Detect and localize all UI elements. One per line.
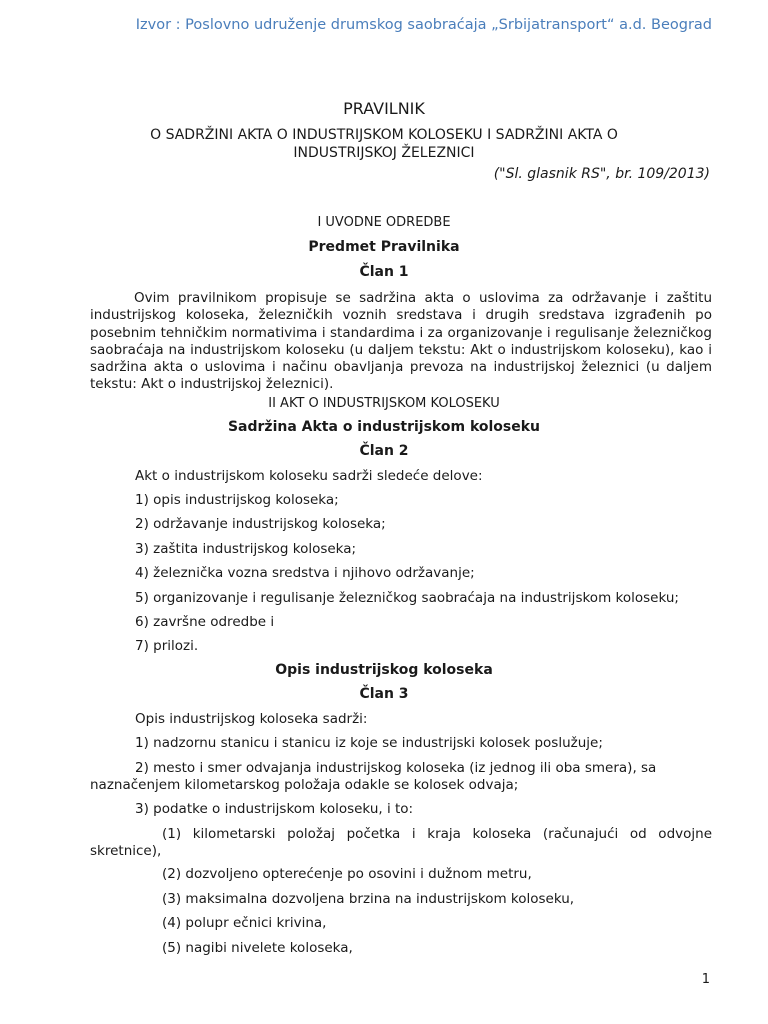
article-1-paragraph: Ovim pravilnikom propisuje se sadržina akta o uslovima za održavanje i zaštitu industrijskog koloseka, železničkih voznih sredstava i drugih sredstava izgrađenih po posebnim tehničkim normativima i standardima i za organizovanje i regulisanje železničkog saobraćaja na industrijskom koloseku (u daljem tekstu: Akt o industrijskom koloseku), kao i sadržina akta o uslovima i načinu obavljanja prevoza na industrijskoj železnici (u daljem tekstu: Akt o industrijskoj železnici). (90, 290, 712, 393)
clan-3-subitem: (3) maksimalna dozvoljena brzina na industrijskom koloseku, (162, 891, 575, 907)
clan-3-item: 2) mesto i smer odvajanja industrijskog koloseka (iz jednog ili oba smera), sa naznačenjem kilometarskog položaja odakle se kolosek odvaja; (90, 760, 657, 793)
page-number: 1 (701, 972, 710, 987)
section-heading-1: I UVODNE ODREDBE (317, 215, 451, 230)
clan-3-subitem: (2) dozvoljeno opterećenje po osovini i dužnom metru, (162, 866, 532, 882)
section-heading-2: II AKT O INDUSTRIJSKOM KOLOSEKU (268, 396, 500, 411)
clan-2-label: Član 2 (359, 443, 409, 459)
clan-3-subitem: (5) nagibi nivelete koloseka, (162, 940, 353, 956)
clan-2-item: 6) završne odredbe i (135, 614, 275, 630)
clan-2-item: 1) opis industrijskog koloseka; (135, 492, 339, 508)
article-heading-1: Predmet Pravilnika (308, 239, 460, 255)
source-note: Izvor : Poslovno udruženje drumskog saobraćaja „Srbijatransport“ a.d. Beograd (135, 17, 712, 33)
clan-3-item: 1) nadzornu stanicu i stanicu iz koje se industrijski kolosek poslužuje; (135, 735, 603, 751)
clan-3-intro: Opis industrijskog koloseka sadrži: (135, 711, 368, 727)
clan-2-item: 3) zaštita industrijskog koloseka; (135, 541, 357, 557)
clan-2-item: 5) organizovanje i regulisanje železničkog saobraćaja na industrijskom koloseku; (135, 590, 679, 606)
clan-3-item: 3) podatke o industrijskom koloseku, i to: (135, 801, 414, 817)
article-heading-3: Opis industrijskog koloseka (275, 662, 493, 678)
clan-2-intro: Akt o industrijskom koloseku sadrži sledeće delove: (135, 468, 483, 484)
clan-3-subitem: (4) polupr ečnici krivina, (162, 915, 327, 931)
document-title: PRAVILNIK (343, 99, 425, 118)
clan-2-item: 7) prilozi. (135, 638, 199, 654)
gazette-citation: ("Sl. glasnik RS", br. 109/2013) (493, 166, 710, 182)
clan-1-label: Član 1 (359, 264, 409, 280)
clan-2-item: 2) održavanje industrijskog koloseka; (135, 516, 386, 532)
article-heading-2: Sadržina Akta o industrijskom koloseku (227, 419, 541, 435)
clan-3-subitem: (1) kilometarski položaj početka i kraja koloseka (računajući od odvojne skretnice), (90, 826, 712, 859)
clan-2-item: 4) železnička vozna sredstva i njihovo održavanje; (135, 565, 475, 581)
clan-3-label: Član 3 (359, 686, 409, 702)
document-subtitle: O SADRŽINI AKTA O INDUSTRIJSKOM KOLOSEKU I SADRŽINI AKTA O INDUSTRIJSKOJ ŽELEZNICI (150, 127, 618, 161)
